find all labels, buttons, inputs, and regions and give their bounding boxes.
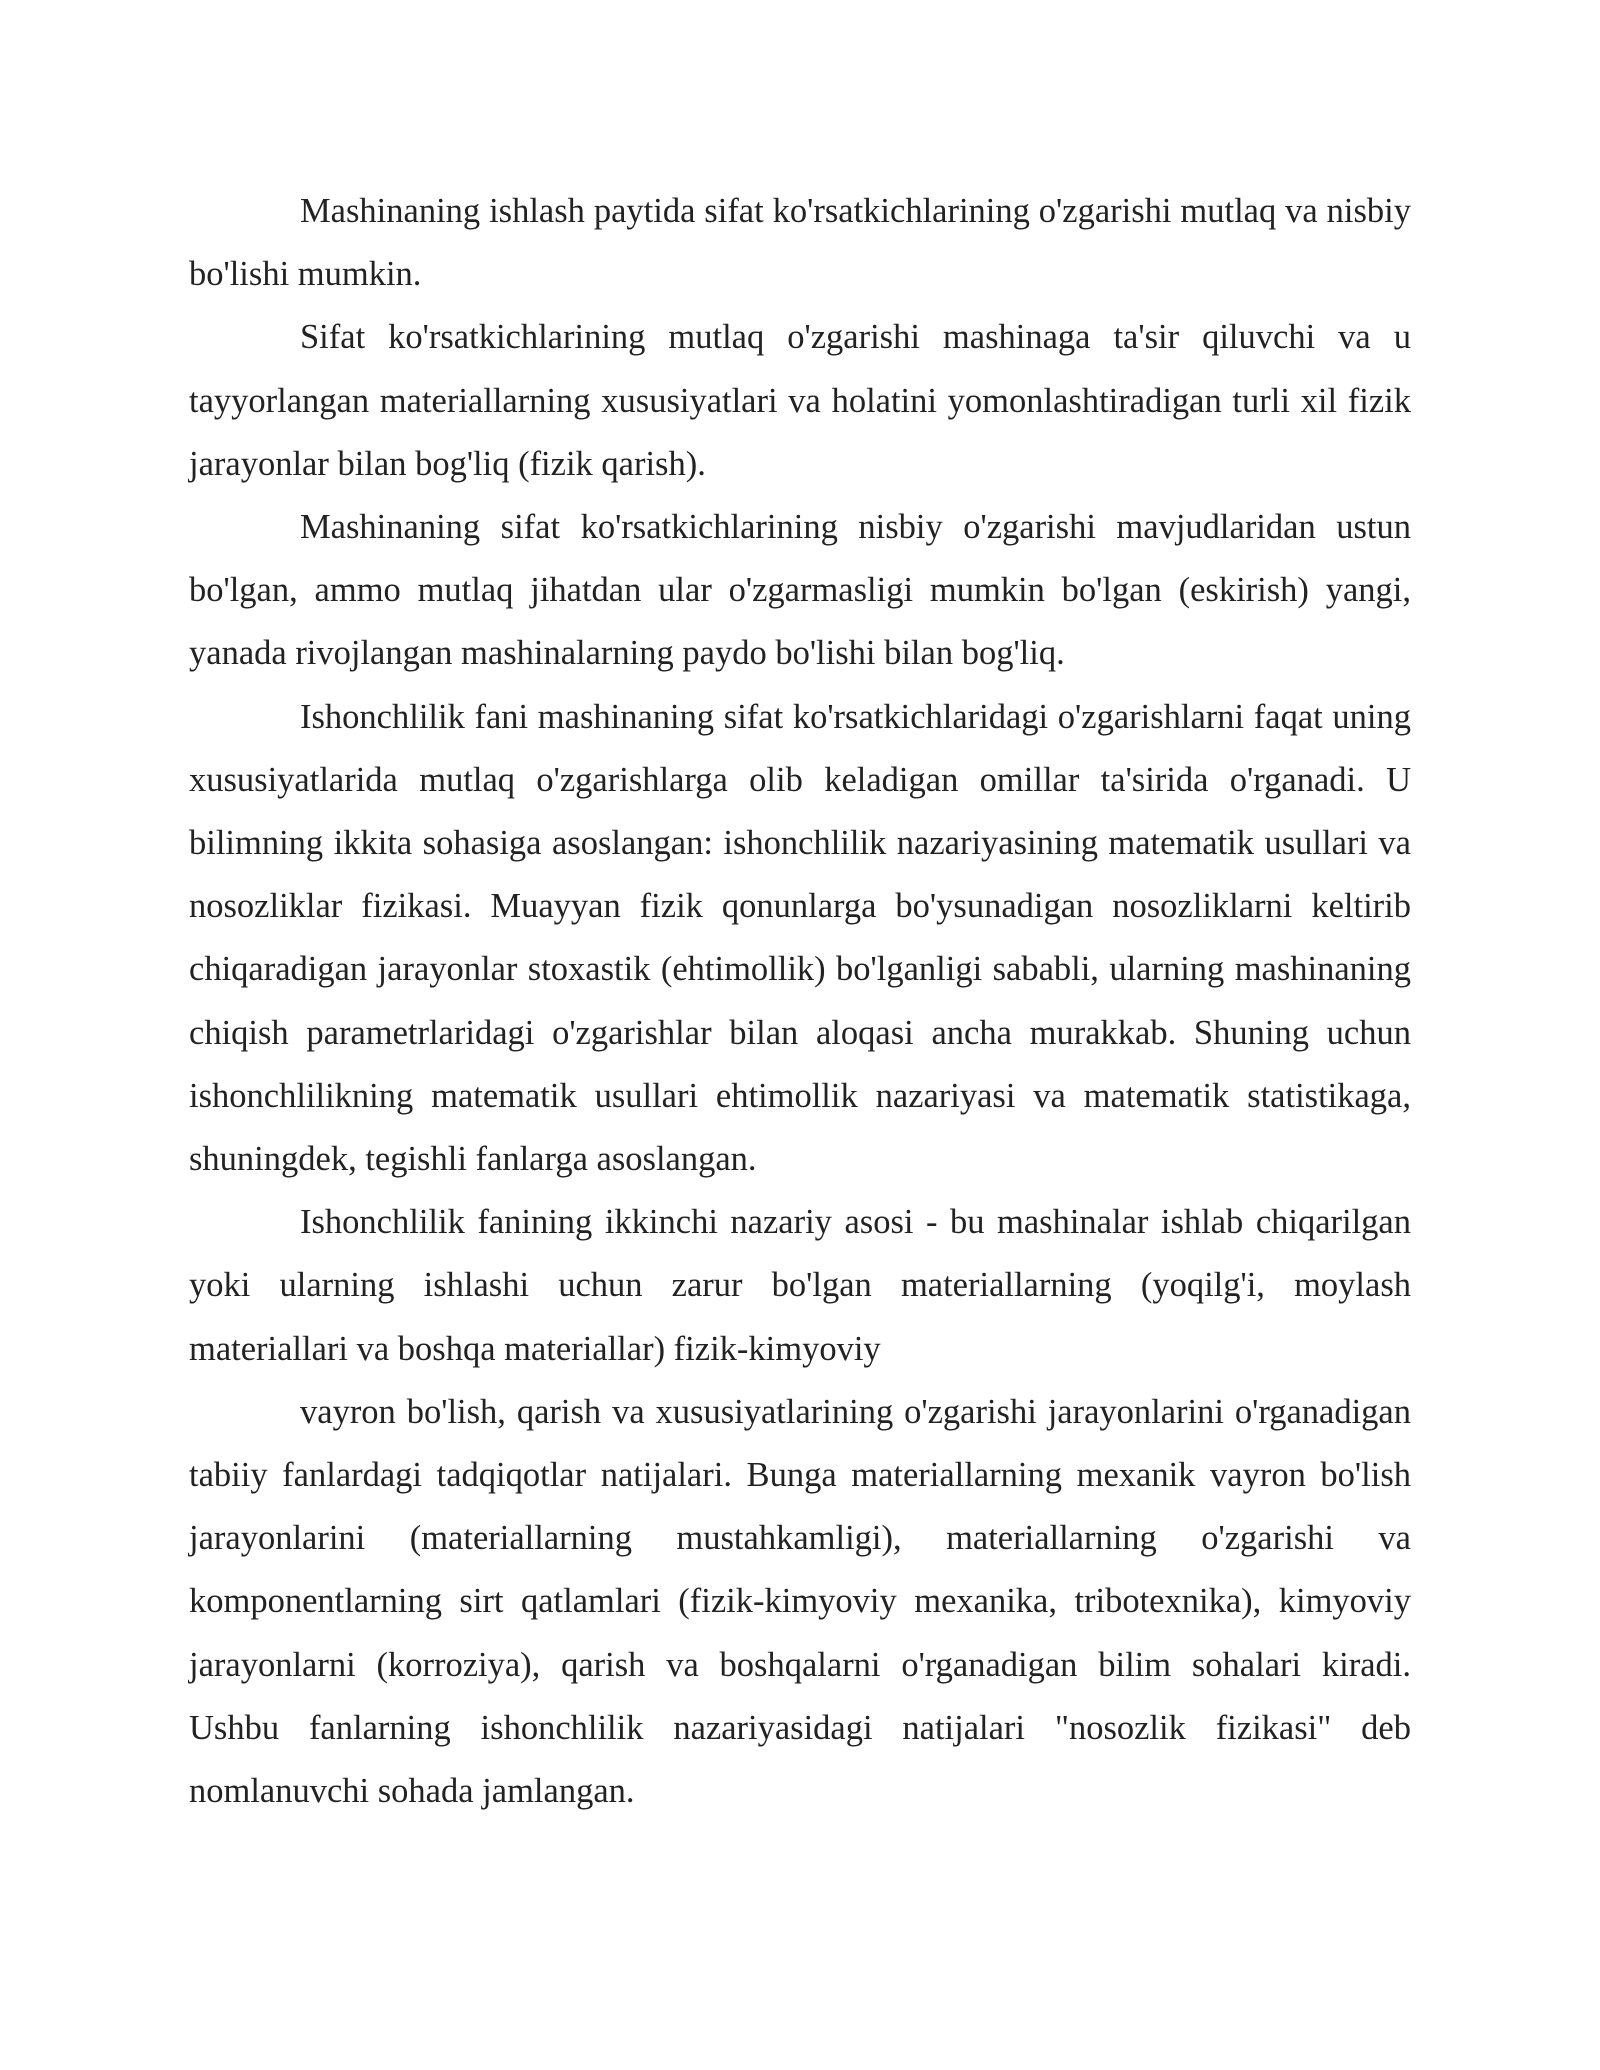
paragraph-2: Sifat ko'rsatkichlarining mutlaq o'zgarishi mashinaga ta'sir qiluvchi va u tayyorlangan materiallarning xususiyatlari va holatini yomonlashtiradigan turli xil fizik jarayonlar bilan bog'liq (fizik qarish). xyxy=(189,318,1411,483)
body-text xyxy=(189,180,1411,1823)
paragraph-1: Mashinaning ishlash paytida sifat ko'rsatkichlarining o'zgarishi mutlaq va nisbiy bo'lishi mumkin. xyxy=(189,192,1411,294)
paragraph-6: vayron bo'lish, qarish va xususiyatlarining o'zgarishi jarayonlarini o'rganadigan tabiiy fanlardagi tadqiqotlar natijalari. Bunga materiallarning mexanik vayron bo'lish jarayonlarini (materiallarning mustahkamligi), materiallarning o'zgarishi va komponentlarning sirt qatlamlari (fizik-kimyoviy mexanika, tribotexnika), kimyoviy jarayonlarni (korroziya), qarish va boshqalarni o'rganadigan bilim sohalari kiradi. Ushbu fanlarning ishonchlilik nazariyasidagi natijalari "nosozlik fizikasi" deb nomlanuvchi sohada jamlangan. xyxy=(189,1392,1411,1811)
paragraph-5: Ishonchlilik fanining ikkinchi nazariy asosi - bu mashinalar ishlab chiqarilgan yoki ularning ishlashi uchun zarur bo'lgan materiallarning (yoqilg'i, moylash materiallari va boshqa materiallar) fizik-kimyoviy xyxy=(189,1203,1411,1368)
paragraph-3: Mashinaning sifat ko'rsatkichlarining nisbiy o'zgarishi mavjudlaridan ustun bo'lgan, ammo mutlaq jihatdan ular o'zgarmasligi mumkin bo'lgan (eskirish) yangi, yanada rivojlangan mashinalarning paydo bo'lishi bilan bog'liq. xyxy=(189,508,1411,673)
paragraph-4: Ishonchlilik fani mashinaning sifat ko'rsatkichlaridagi o'zgarishlarni faqat uning xususiyatlarida mutlaq o'zgarishlarga olib keladigan omillar ta'sirida o'rganadi. U bilimning ikkita sohasiga asoslangan: ishonchlilik nazariyasining matematik usullari va nosozliklar fizikasi. Muayyan fizik qonunlarga bo'ysunadigan nosozliklarni keltirib chiqaradigan jarayonlar stoxastik (ehtimollik) bo'lganligi sababli, ularning mashinaning chiqish parametrlaridagi o'zgarishlar bilan aloqasi ancha murakkab. Shuning uchun ishonchlilikning matematik usullari ehtimollik nazariyasi va matematik statistikaga, shuningdek, tegishli fanlarga asoslangan. xyxy=(189,697,1411,1179)
